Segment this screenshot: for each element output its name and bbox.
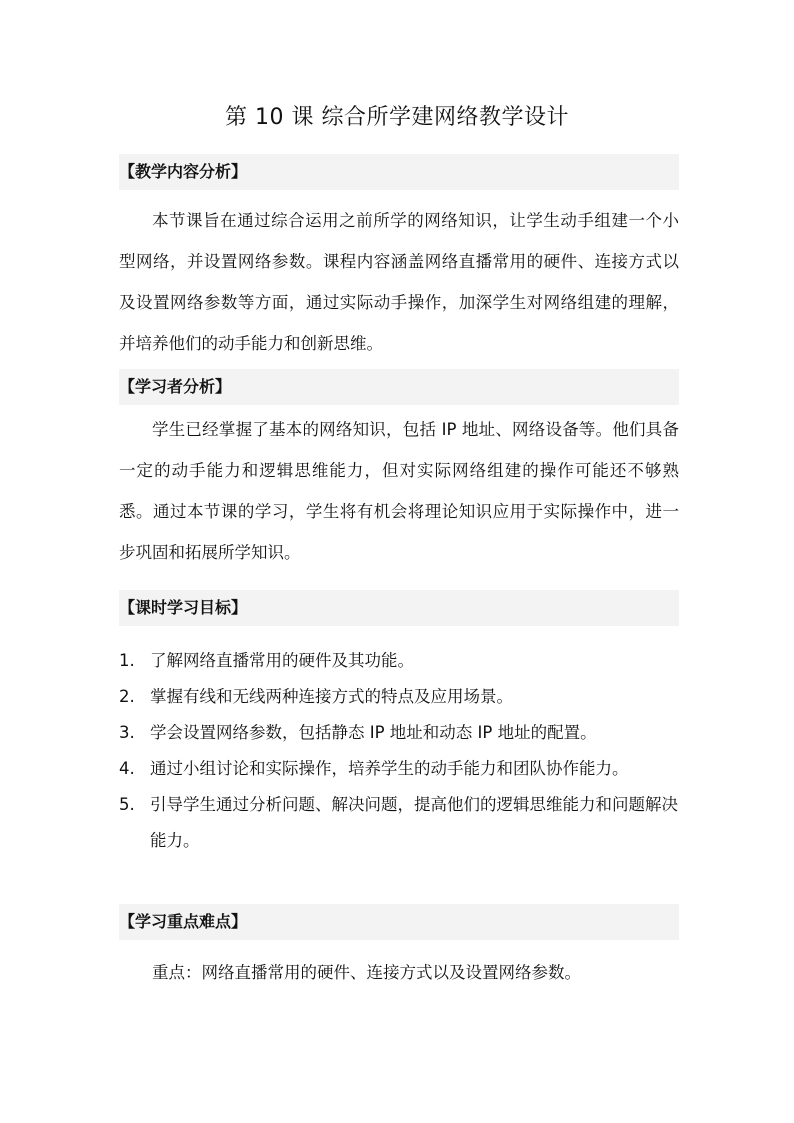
document-title: 第 10 课 综合所学建网络教学设计: [225, 105, 569, 130]
objectives-list: [119, 643, 679, 859]
list-item: [119, 787, 679, 859]
list-item-text: 学会设置网络参数，包括静态 IP 地址和动态 IP 地址的配置。: [150, 723, 597, 742]
list-item: [119, 643, 679, 679]
list-item-text: 了解网络直播常用的硬件及其功能。: [150, 651, 414, 670]
section-heading-learner-analysis: 【学习者分析】: [119, 369, 679, 405]
section-heading-content-analysis: 【教学内容分析】: [119, 154, 679, 190]
list-item-number: 4.: [119, 759, 135, 778]
list-item: [119, 679, 679, 715]
list-item-text: 引导学生通过分析问题、解决问题，提高他们的逻辑思维能力和问题解决能力。: [150, 795, 678, 850]
paragraph-content-analysis: 本节课旨在通过综合运用之前所学的网络知识，让学生动手组建一个小型网络，并设置网络参数。课程内容涵盖网络直播常用的硬件、连接方式以及设置网络参数等方面，通过实际动手操作，加深学生对网络组建的理解，并培养他们的动手能力和创新思维。: [119, 211, 679, 353]
list-item-number: 1.: [119, 651, 135, 670]
list-item-text: 掌握有线和无线两种连接方式的特点及应用场景。: [150, 687, 513, 706]
paragraph-learner-analysis: 学生已经掌握了基本的网络知识，包括 IP 地址、网络设备等。他们具备一定的动手能力和逻辑思维能力，但对实际网络组建的操作可能还不够熟悉。通过本节课的学习，学生将有机会将理论知识应用于实际操作中，进一步巩固和拓展所学知识。: [119, 420, 679, 562]
list-item: [119, 751, 679, 787]
list-item-number: 3.: [119, 723, 135, 742]
list-item: [119, 715, 679, 751]
paragraph-key-points: 重点：网络直播常用的硬件、连接方式以及设置网络参数。: [152, 963, 581, 982]
list-item-number: 2.: [119, 687, 135, 706]
list-item-text: 通过小组讨论和实际操作，培养学生的动手能力和团队协作能力。: [150, 759, 629, 778]
section-heading-key-points: 【学习重点难点】: [119, 904, 679, 940]
list-item-number: 5.: [119, 795, 135, 814]
section-heading-objectives: 【课时学习目标】: [119, 590, 679, 626]
